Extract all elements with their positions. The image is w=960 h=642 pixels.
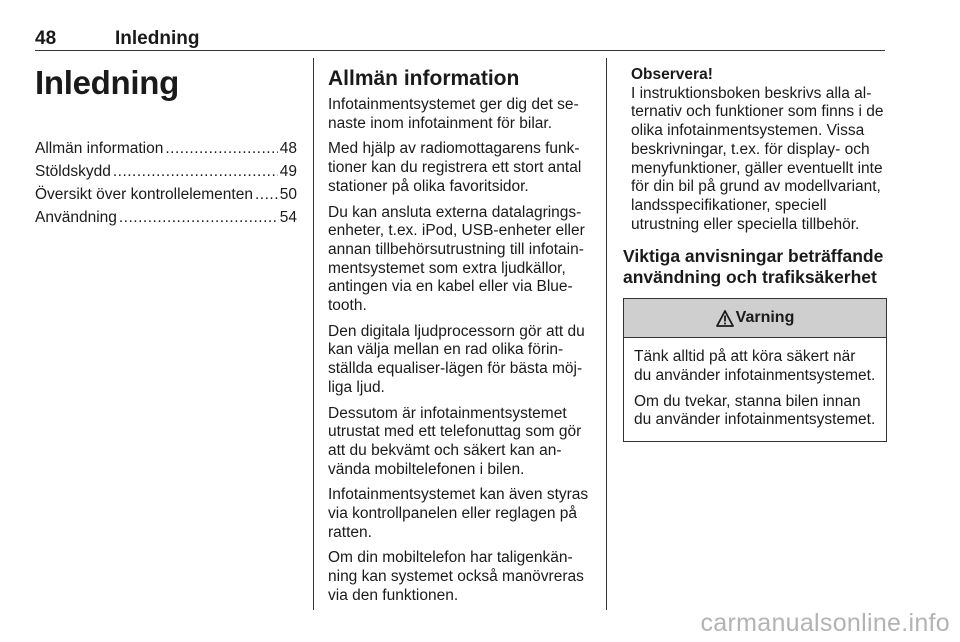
- body-paragraph: Infotainmentsystemet kan även styras via kontrollpanelen eller reglagen på ratten.: [328, 486, 589, 541]
- toc-leader-dots: [165, 137, 277, 160]
- section-title: Allmän information: [328, 67, 520, 90]
- body-paragraph: Om din mobiltelefon har taligenkänning kan systemet också manövreras via den funktionen.: [328, 549, 584, 604]
- warning-label: Varning: [735, 309, 795, 327]
- toc-page-number: 54: [279, 209, 297, 226]
- safety-heading: Viktiga anvisningar beträffande användning och trafiksäkerhet: [623, 246, 884, 288]
- running-title: Inledning: [115, 28, 200, 49]
- toc-label: Allmän information: [35, 140, 164, 157]
- warning-header: [624, 299, 886, 338]
- header-rule: [35, 50, 885, 51]
- toc-leader-dots: [113, 160, 278, 183]
- warning-paragraph: Tänk alltid på att köra säkert när du använder infotainmentsystemet.: [634, 348, 876, 385]
- column-3: [623, 60, 888, 442]
- column-divider-1: [313, 58, 314, 610]
- warning-triangle-icon: [716, 310, 734, 327]
- toc-label: Stöldskydd: [35, 163, 111, 180]
- note-body: I instruktionsboken beskrivs alla alternativ och funktioner som finns i de olika infotainmentsystemen. Vissa beskrivningar, t.ex. för display- och menyfunktioner, gäller eventuellt inte för din bil på grund av modellvariant, landsspecifikationer, speciell utrustning eller speciella tillbehör.: [631, 84, 884, 233]
- table-of-contents: [35, 137, 297, 229]
- watermark-text: carmanualsonline.info: [700, 609, 950, 637]
- toc-entry-stoldskydd[interactable]: [35, 160, 297, 183]
- warning-box: [623, 298, 887, 442]
- warning-body: [624, 338, 886, 441]
- column-1: [35, 60, 297, 229]
- note-box: [623, 66, 888, 234]
- body-paragraph: Med hjälp av radiomottagarens funktioner kan du registrera ett stort antal stationer på olika favoritsidor.: [328, 140, 582, 195]
- column-divider-2: [606, 58, 607, 610]
- body-paragraph: Infotainmentsystemet ger dig det senaste inom infotainment för bilar.: [328, 96, 579, 132]
- toc-entry-allman-information[interactable]: [35, 137, 297, 160]
- toc-page-number: 49: [279, 163, 297, 180]
- page-header: [35, 28, 885, 52]
- toc-leader-dots: [255, 183, 278, 206]
- page-number: 48: [35, 28, 57, 49]
- toc-page-number: 48: [279, 140, 297, 157]
- toc-page-number: 50: [279, 186, 297, 203]
- body-paragraph: Dessutom är infotainmentsystemet utrustat med ett telefonuttag som gör att du bekvämt och säkert kan använda mobiltelefonen i bilen.: [328, 404, 582, 478]
- note-title: Observera!: [631, 66, 713, 83]
- toc-entry-oversikt[interactable]: [35, 183, 297, 206]
- toc-label: Översikt över kontrollelementen: [35, 186, 253, 203]
- toc-leader-dots: [119, 206, 278, 229]
- body-paragraph: Den digitala ljudprocessorn gör att du kan välja mellan en rad olika förinställda equaliser-lägen för bästa möjliga ljud.: [328, 322, 585, 396]
- body-paragraph: Du kan ansluta externa datalagringsenheter, t.ex. iPod, USB-enheter eller annan tillbehörsutrustning till infotainmentsystemet som extra ljudkällor, antingen via en kabel eller via Bluetooth.: [328, 203, 585, 315]
- warning-paragraph: Om du tvekar, stanna bilen innan du använder infotainmentsystemet.: [634, 392, 876, 429]
- toc-label: Användning: [35, 209, 117, 226]
- column-2: [328, 60, 592, 613]
- chapter-title: Inledning: [35, 64, 179, 101]
- toc-entry-anvandning[interactable]: [35, 206, 297, 229]
